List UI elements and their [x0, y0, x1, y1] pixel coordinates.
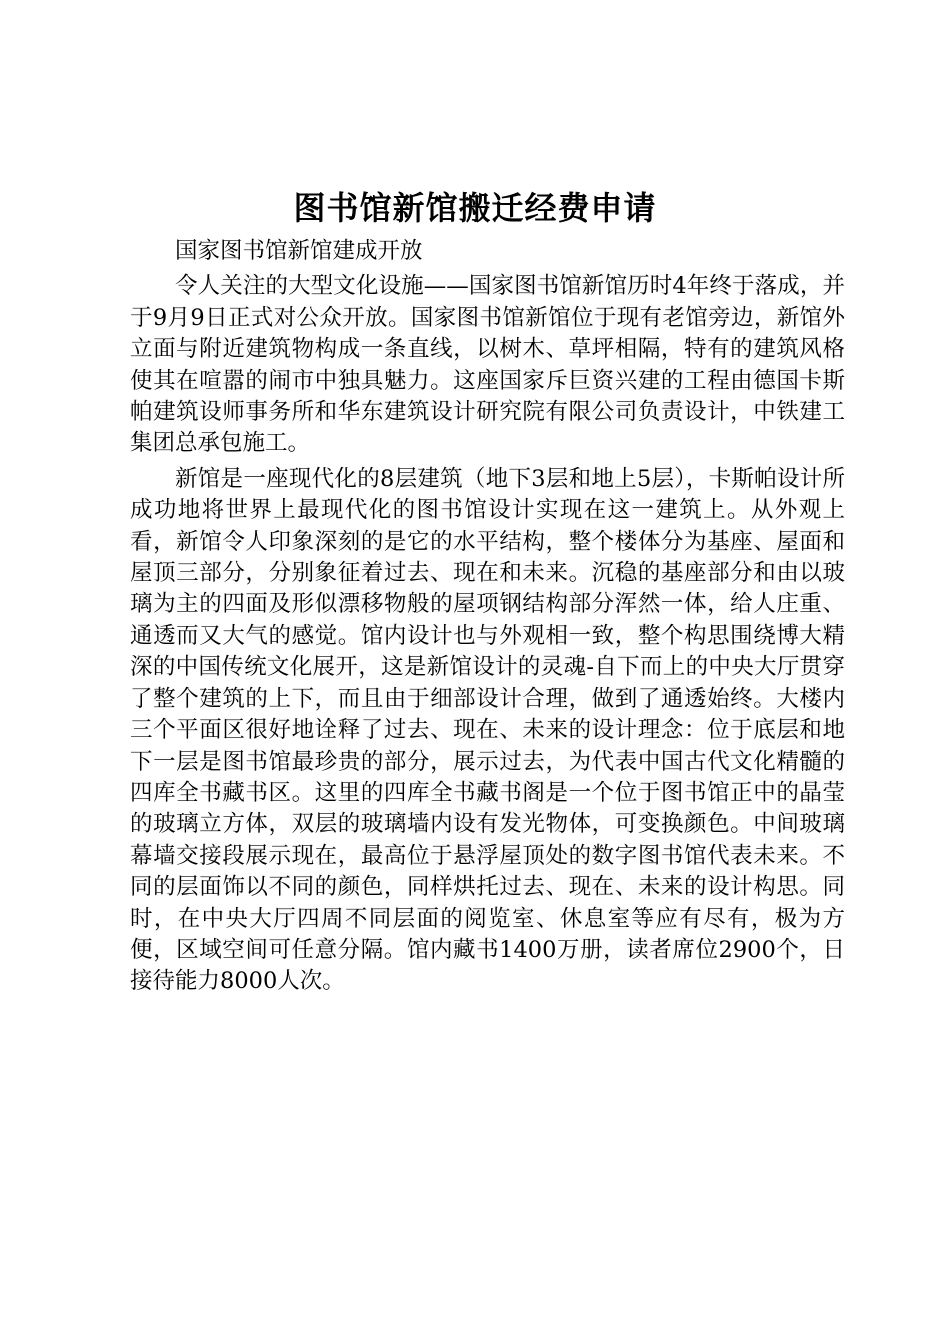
document-title: 图书馆新馆搬迁经费申请: [293, 189, 657, 227]
document-body: [130, 236, 845, 998]
paragraph-subtitle: 国家图书馆新馆建成开放: [175, 238, 423, 264]
paragraph-description: 新馆是一座现代化的8层建筑（地下3层和地上5层），卡斯帕设计所成功地将世界上最现代化的图书馆设计实现在这一建筑上。从外观上看，新馆令人印象深刻的是它的水平结构，整个楼体分为基座、屋面和屋顶三部分，分别象征着过去、现在和未来。沉稳的基座部分和由以玻璃为主的四面及形似漂移物般的屋项钢结构部分浑然一体，给人庄重、通透而又大气的感觉。馆内设计也与外观相一致，整个构思围绕博大精深的中国传统文化展开，这是新馆设计的灵魂-自下而上的中央大厅贯穿了整个建筑的上下，而且由于细部设计合理，做到了通透始终。大楼内三个平面区很好地诠释了过去、现在、未来的设计理念：位于底层和地下一层是图书馆最珍贵的部分，展示过去，为代表中国古代文化精髓的四库全书藏书区。这里的四库全书藏书阁是一个位于图书馆正中的晶莹的玻璃立方体，双层的玻璃墙内设有发光物体，可变换颜色。中间玻璃幕墙交接段展示现在，最高位于悬浮屋顶处的数字图书馆代表未来。不同的层面饰以不同的颜色，同样烘托过去、现在、未来的设计构思。同时，在中央大厅四周不同层面的阅览室、休息室等应有尽有，极为方便，区域空间可任意分隔。馆内藏书1400万册，读者席位2900个，日接待能力8000人次。: [130, 465, 845, 995]
paragraph-intro: 令人关注的大型文化设施——国家图书馆新馆历时4年终于落成，并于9月9日正式对公众开放。国家图书馆新馆位于现有老馆旁边，新馆外立面与附近建筑物构成一条直线，以树木、草坪相隔，特有的建筑风格使其在喧嚣的闹市中独具魅力。这座国家斥巨资兴建的工程由德国卡斯帕建筑设师事务所和华东建筑设计研究院有限公司负责设计，中铁建工集团总承包施工。: [130, 273, 845, 457]
